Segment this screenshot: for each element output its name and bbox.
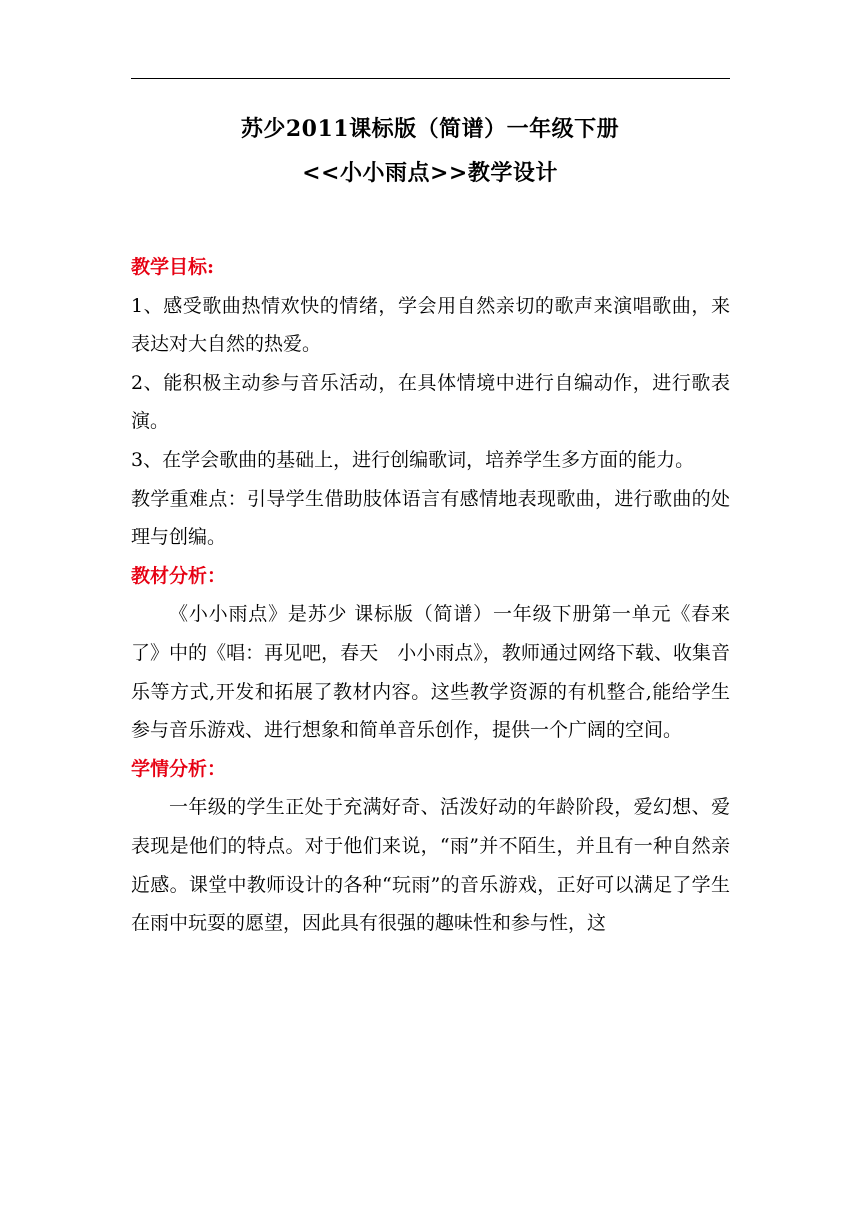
document-subtitle: <<小小雨点>>教学设计 xyxy=(302,160,558,186)
material-analysis-heading: 教材分析： xyxy=(131,564,227,587)
objective-item-1: 1、感受歌曲热情欢快的情绪，学会用自然亲切的歌声来演唱歌曲，来表达对大自然的热爱。 xyxy=(131,294,730,356)
student-analysis-heading: 学情分析： xyxy=(131,757,227,780)
student-analysis-paragraph: 一年级的学生正处于充满好奇、活泼好动的年龄阶段，爱幻想、爱表现是他们的特点。对于他们来说，“雨”并不陌生，并且有一种自然亲近感。课堂中教师设计的各种“玩雨”的音乐游戏，正好可以满足了学生在雨中玩耍的愿望，因此具有很强的趣味性和参与性，这 xyxy=(131,796,730,935)
document-body xyxy=(131,248,730,943)
objectives-heading: 教学目标: xyxy=(131,256,215,278)
material-analysis-paragraph: 《小小雨点》是苏少 课标版（简谱）一年级下册第一单元《春来了》中的《唱：再见吧，春天 小小雨点》，教师通过网络下载、收集音乐等方式,开发和拓展了教材内容。这些教学资源的有机整合,能给学生参与音乐游戏、进行想象和简单音乐创作，提供一个广阔的空间。 xyxy=(131,603,730,742)
objective-item-3: 3、在学会歌曲的基础上，进行创编歌词，培养学生多方面的能力。 xyxy=(131,448,695,471)
key-difficulty-paragraph: 教学重难点：引导学生借助肢体语言有感情地表现歌曲，进行歌曲的处理与创编。 xyxy=(131,487,730,549)
document-title: 苏少2011课标版（简谱）一年级下册 xyxy=(240,116,620,142)
header-rule xyxy=(131,78,730,79)
objective-item-2: 2、能积极主动参与音乐活动，在具体情境中进行自编动作，进行歌表演。 xyxy=(131,371,730,433)
